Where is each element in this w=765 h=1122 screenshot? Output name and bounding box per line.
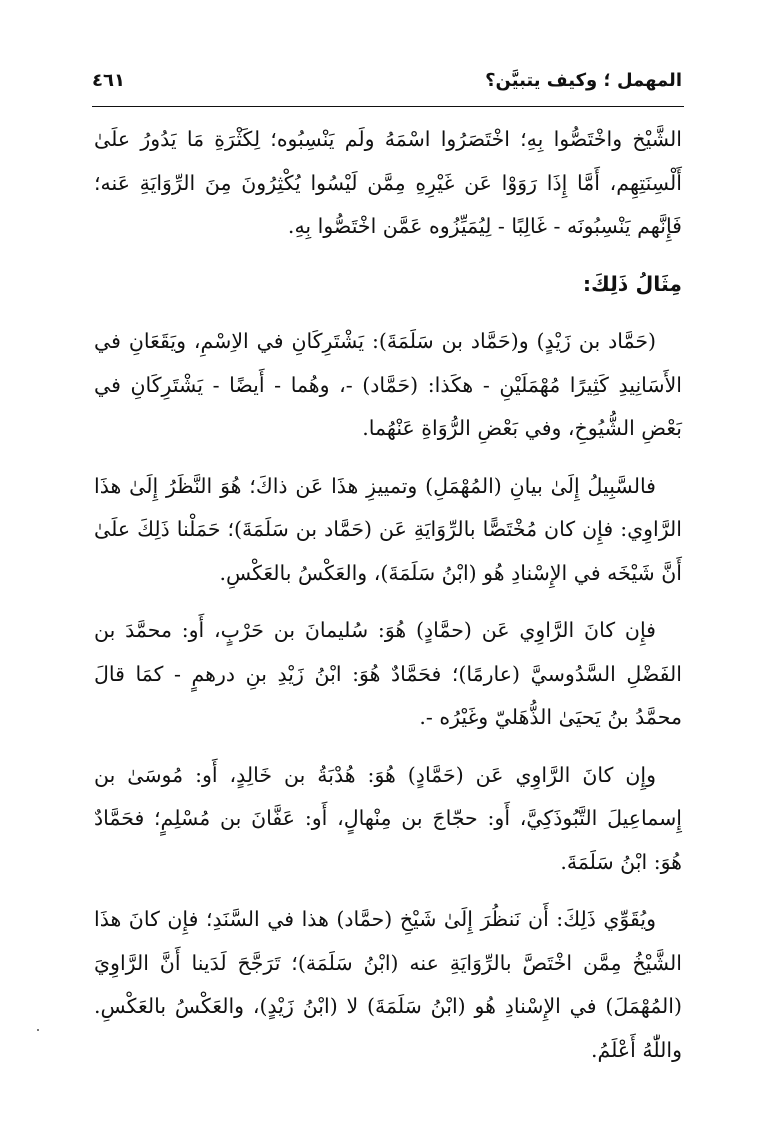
paragraph-ibn-zayd-narrators: فإِن كانَ الرَّاوِي عَن (حمَّادٍ) هُوَ: سُليمانَ بن حَرْبٍ، أَو: محمَّدَ بن الفَضْلِ السَّدُوسيَّ (عارمًا)؛ فحَمَّادٌ هُوَ: ابْنُ زَيْدِ بنِ درهمٍ - كمَا قالَ محمَّدُ بنُ يَحيَىٰ الذُّهَليّ وغَيْرُه -. [94,618,682,729]
paragraph-continuation: الشَّيْخ واخْتَصُّوا بِهِ؛ اخْتَصَرُوا اسْمَهُ ولَم يَنْسِبُوه؛ لِكَثْرَةِ مَا يَدُورُ علَىٰ أَلْسِنَتِهِم، أَمَّا إِذَا رَوَوْا عَن غَيْرِهِ مِمَّن لَيْسُوا يُكْثِرُونَ مِنَ الرِّوَايَةِ عَنه؛ فَإِنَّهم يَنْسِبُونَه - غَالِبًا - لِيُمَيِّزُوه عَمَّن اخْتَصُّوا بِهِ. [94,127,682,238]
running-title: المهمل ؛ وكيف يتبيَّن؟ [485,70,682,91]
body-text [94,118,682,1086]
paragraph-distinguishing-method: فالسَّبِيلُ إِلَىٰ بيانِ (المُهْمَلِ) وتمييزِ هذَا عَن ذاكَ؛ هُوَ النَّظَرُ إِلَىٰ هذَا الرَّاوِي: فإِن كان مُخْتَصًّا بالرِّوَايَةِ عَن (حَمَّاد بن سَلَمَةَ)؛ حَمَلْنا ذَلِكَ علَىٰ أَنَّ شَيْخَه في الإِسْنادِ هُو (ابْنُ سَلَمَةَ)، والعَكْسُ بالعَكْسِ. [94,473,682,585]
paragraph-hammad-names: (حَمَّاد بن زَيْدٍ) و(حَمَّاد بن سَلَمَةَ): يَشْتَرِكَانِ في الاِسْمِ، ويَقَعَانِ في الأَسَانِيدِ كَثِيرًا مُهْمَلَيْنِ - هكَذا: (حَمَّاد) -، وهُما - أَيضًا - يَشْتَرِكَانِ في بَعْضِ الشُّيُوخِ، وفي بَعْضِ الرُّوَاةِ عَنْهُما. [94,329,682,440]
paragraph-strengthening: ويُقَوِّي ذَلِكَ: أَن نَنظُرَ إِلَىٰ شَيْخِ (حمَّاد) هذا في السَّنَدِ؛ فإِن كانَ هذَا الشَّيْخُ مِمَّن اخْتَصَّ بالرِّوَايَةِ عنه (ابْنُ سَلَمَة)؛ تَرَجَّحَ لَدَينا أَنَّ الرَّاوِيَ (المُهْمَلَ) في الإِسْنادِ هُو (ابْنُ سَلَمَةَ) لا (ابْنُ زَيْدٍ)، والعَكْسُ بالعَكْسِ. واللّٰهُ أَعْلَمُ. [94,907,682,1062]
header-divider [92,106,684,107]
example-heading: مِثَالُ ذَلِكَ: [582,271,682,296]
paragraph-ibn-salama-narrators: وإِن كانَ الرَّاوِي عَن (حَمَّادٍ) هُوَ: هُدْبَةُ بن خَالِدٍ، أَو: مُوسَىٰ بن إِسماعِيلَ التَّبُوذَكِيَّ، أَو: حجّاجَ بن مِنْهالٍ، أَو: عَفَّانَ بن مُسْلِمٍ؛ فحَمَّادٌ هُوَ: ابْنُ سَلَمَةَ. [94,762,682,874]
page-number: ٤٦١ [92,70,125,91]
page-header [92,66,682,100]
margin-speck [37,1029,39,1031]
